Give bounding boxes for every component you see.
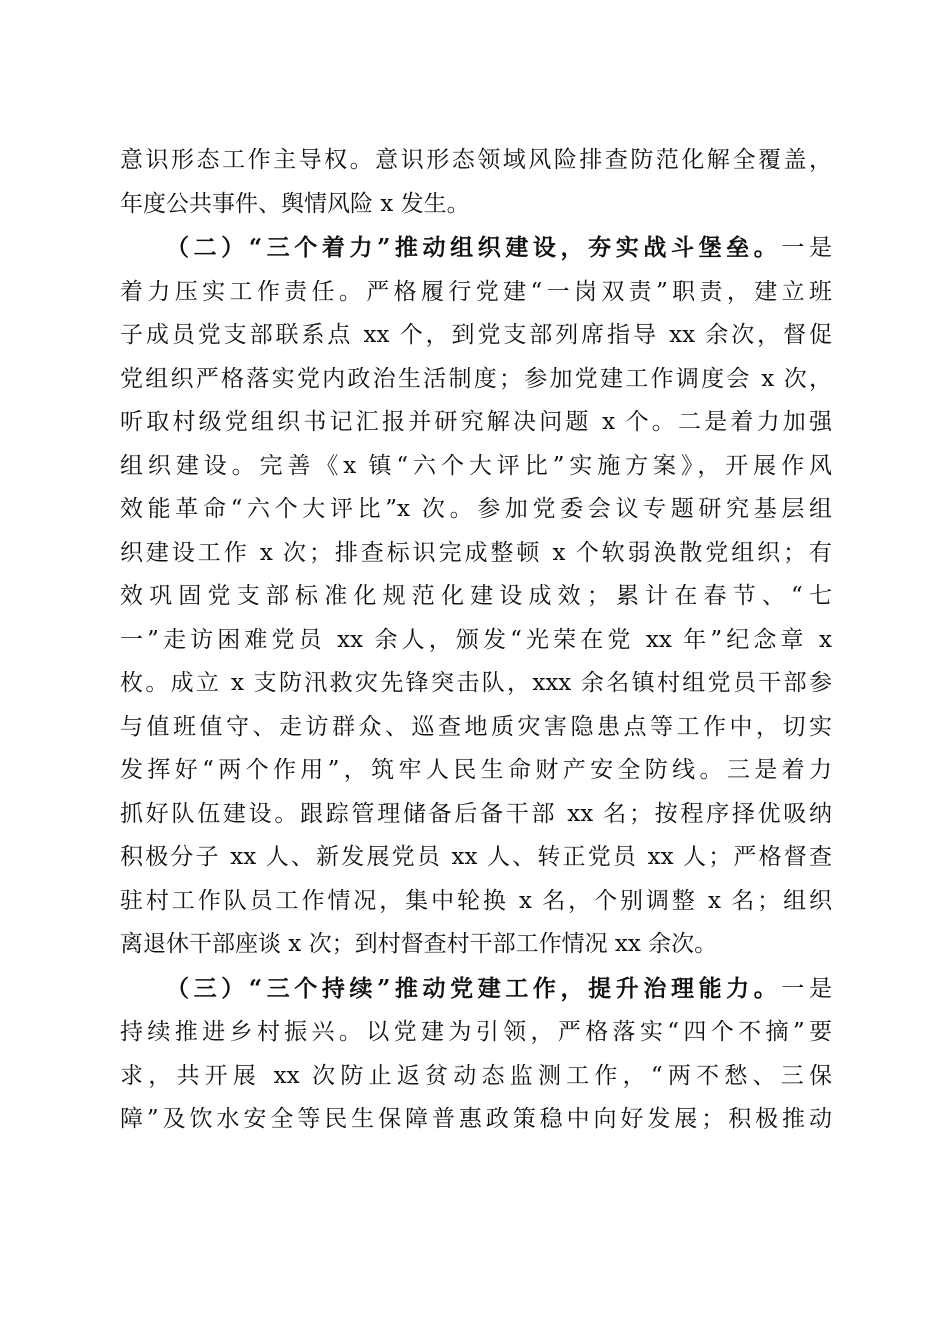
body-line: 枚。成立 x 支防汛救灾先锋突击队，xxx 余名镇村组党员干部参 (120, 670, 832, 696)
section-heading-line (120, 967, 832, 1012)
body-line: 积极分子 xx 人、新发展党员 xx 人、转正党员 xx 人；严格督查 (120, 844, 832, 870)
body-line: 离退休干部座谈 x 次；到村督查村干部工作情况 xx 余次。 (120, 931, 718, 957)
body-line: 意识形态工作主导权。意识形态领域风险排查防范化解全覆盖， (120, 147, 832, 173)
body-line: 发挥好“两个作用”，筑牢人民生命财产安全防线。三是着力 (120, 757, 832, 783)
body-line: 子成员党支部联系点 xx 个，到党支部列席指导 xx 余次，督促 (120, 322, 832, 348)
document-body (120, 139, 832, 1142)
body-text: 一是 (781, 235, 832, 261)
section-heading-line (120, 226, 832, 271)
body-line: 一”走访困难党员 xx 余人，颁发“光荣在党 xx 年”纪念章 x (120, 626, 832, 653)
body-line: 效能革命“六个大评比”x 次。参加党委会议专题研究基层组 (120, 496, 832, 522)
body-line: 抓好队伍建设。跟踪管理储备后备干部 xx 名；按程序择优吸纳 (120, 800, 832, 827)
body-line: 障”及饮水安全等民生保障普惠政策稳中向好发展；积极推动 (120, 1106, 832, 1132)
body-line: 求，共开展 xx 次防止返贫动态监测工作，“两不愁、三保 (120, 1062, 832, 1089)
body-line: 年度公共事件、舆情风险 x 发生。 (120, 190, 470, 217)
body-line: 与值班值守、走访群众、巡查地质灾害隐患点等工作中，切实 (120, 713, 832, 740)
body-line: 效巩固党支部标准化规范化建设成效；累计在春节、“七 (120, 583, 832, 609)
body-line: 听取村级党组织书记汇报并研究解决问题 x 个。二是着力加强 (120, 409, 832, 435)
section-heading-2: （二）“三个着力”推动组织建设，夯实战斗堡垒。 (166, 234, 782, 261)
body-line: 党组织严格落实党内政治生活制度；参加党建工作调度会 x 次， (120, 365, 832, 392)
body-line: 组织建设。完善《x 镇“六个大评比”实施方案》，开展作风 (120, 452, 832, 479)
body-line: 驻村工作队员工作情况，集中轮换 x 名，个别调整 x 名；组织 (120, 887, 832, 914)
section-heading-3: （三）“三个持续”推动党建工作，提升治理能力。 (166, 974, 782, 1002)
body-line: 着力压实工作责任。严格履行党建“一岗双责”职责，建立班 (120, 278, 832, 305)
body-line: 织建设工作 x 次；排查标识完成整顿 x 个软弱涣散党组织；有 (120, 539, 832, 566)
body-text: 一是 (781, 975, 832, 1002)
body-line: 持续推进乡村振兴。以党建为引领，严格落实“四个不摘”要 (120, 1019, 832, 1045)
